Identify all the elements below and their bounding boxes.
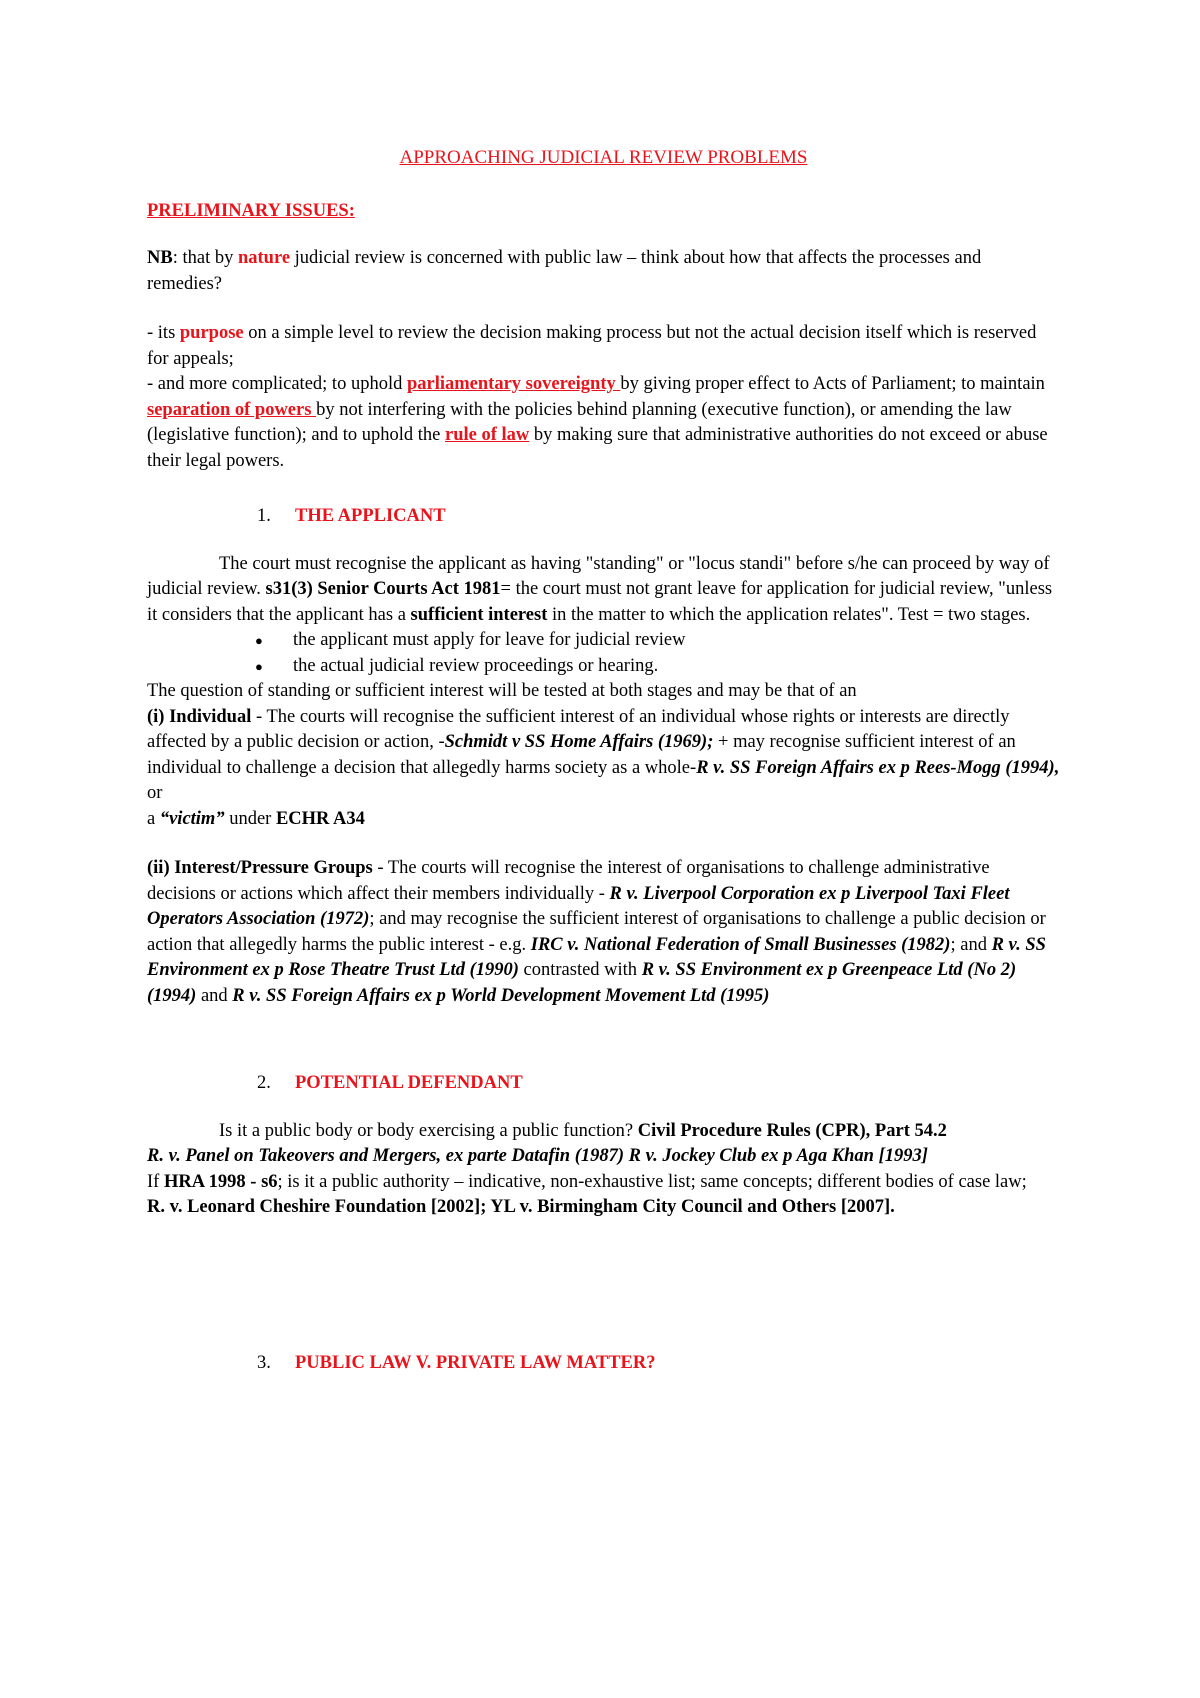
defendant-paragraph: Is it a public body or body exercising a public function? Civil Procedure Rules (CPR), Part 54.2 [219, 1120, 947, 1141]
section-heading-applicant: 1. THE APPLICANT [257, 506, 446, 526]
case-citation: R v. SS Foreign Affairs ex p Rees-Mogg (1994), [696, 757, 1060, 778]
cpr-reference: Civil Procedure Rules (CPR), Part 54.2 [637, 1120, 947, 1141]
page-title: APPROACHING JUDICIAL REVIEW PROBLEMS [399, 147, 808, 168]
nb-paragraph: NB: that by nature judicial review is concerned with public law – think about how that affects the processes and remedies? [147, 248, 982, 294]
standing-paragraph: The court must recognise the applicant as having "standing" or "locus standi" before s/he can proceed by way of judicial review. s31(3) Senior Courts Act 1981= the court must not grant leave for application for judicial review, "unless it considers that the applicant has a sufficient interest in the matter to which the application relates". Test = two stages. [147, 553, 1053, 625]
term-separation-of-powers: separation of powers [147, 399, 317, 420]
hra-reference: HRA 1998 - s6 [163, 1171, 278, 1192]
case-citation: R v. SS Environment ex p Greenpeace Ltd (No 2) (1994) [147, 960, 1017, 1006]
principles-paragraph: - and more complicated; to uphold parliamentary sovereignty by giving proper effect to Acts of Parliament; to maintain separation of powers by not interfering with the policies behind planning (executive function), or amending the law (legislative function); and to uphold the rule of law by making sure that administrative authorities do not exceed or abuse their legal powers. [147, 374, 1048, 471]
list-item: ● the actual judicial review proceedings or hearing. [147, 654, 1060, 680]
case-citation: IRC v. National Federation of Small Businesses (1982) [530, 934, 951, 955]
term-purpose: purpose [179, 323, 244, 343]
section-heading-public-private: 3. PUBLIC LAW V. PRIVATE LAW MATTER? [257, 1352, 656, 1373]
term-nature: nature [237, 248, 291, 268]
list-item: ● the applicant must apply for leave for judicial review [147, 628, 1060, 654]
preliminary-heading: PRELIMINARY ISSUES: [147, 200, 355, 221]
case-citation: R v. Liverpool Corporation ex p Liverpool Taxi Fleet Operators Association (1972) [147, 883, 1010, 929]
term-parliamentary-sovereignty: parliamentary sovereignty [406, 374, 621, 394]
nb-label: NB [147, 248, 173, 268]
bullet-icon: ● [255, 658, 263, 674]
hra-paragraph: If HRA 1998 - s6; is it a public authority – indicative, non-exhaustive list; same concepts; different bodies of case law; [147, 1171, 1027, 1192]
case-citation: R v. SS Environment ex p Rose Theatre Trust Ltd (1990) [147, 934, 1046, 980]
term-sufficient-interest: sufficient interest [410, 604, 548, 625]
groups-paragraph: (ii) Interest/Pressure Groups - The courts will recognise the interest of organisations to challenge administrative decisions or actions which affect their members individually - R v. Liverpool Corporation ex p Liverpool Taxi Fleet Operators Association (1972); and may recognise the sufficient interest of organisations to challenge a public decision or action that allegedly harms the public interest - e.g. IRC v. National Federation of Small Businesses (1982); and R v. SS Environment ex p Rose Theatre Trust Ltd (1990) contrasted with R v. SS Environment ex p Greenpeace Ltd (No 2) (1994) and R v. SS Foreign Affairs ex p World Development Movement Ltd (1995) [147, 858, 1046, 1006]
bullet-icon: ● [255, 633, 263, 648]
act-reference: s31(3) Senior Courts Act 1981 [265, 579, 501, 599]
purpose-paragraph: - its purpose on a simple level to review the decision making process but not the actual decision itself which is reserved for appeals; [147, 323, 1037, 369]
defendant-cases: R. v. Panel on Takeovers and Mergers, ex parte Datafin (1987) R v. Jockey Club ex p Aga Khan [1993] [147, 1146, 928, 1166]
section-heading-defendant: 2. POTENTIAL DEFENDANT [257, 1073, 523, 1093]
term-rule-of-law: rule of law [445, 425, 530, 445]
standing-test-paragraph: The question of standing or sufficient interest will be tested at both stages and may be that of an [147, 681, 857, 701]
victim-line: a “victim” under ECHR A34 [147, 808, 365, 829]
individual-paragraph: (i) Individual - The courts will recognise the sufficient interest of an individual whose rights or interests are directly affected by a public decision or action, -Schmidt v SS Home Affairs (1969); + may recognise sufficient interest of an individual to challenge a decision that allegedly harms society as a whole-R v. SS Foreign Affairs ex p Rees-Mogg (1994), or [147, 706, 1060, 803]
case-citation: Schmidt v SS Home Affairs (1969); [444, 732, 714, 752]
stages-list [147, 628, 1060, 679]
hra-cases: R. v. Leonard Cheshire Foundation [2002]; YL v. Birmingham City Council and Others [2007]. [147, 1197, 895, 1217]
case-citation: R v. SS Foreign Affairs ex p World Development Movement Ltd (1995) [232, 985, 770, 1006]
